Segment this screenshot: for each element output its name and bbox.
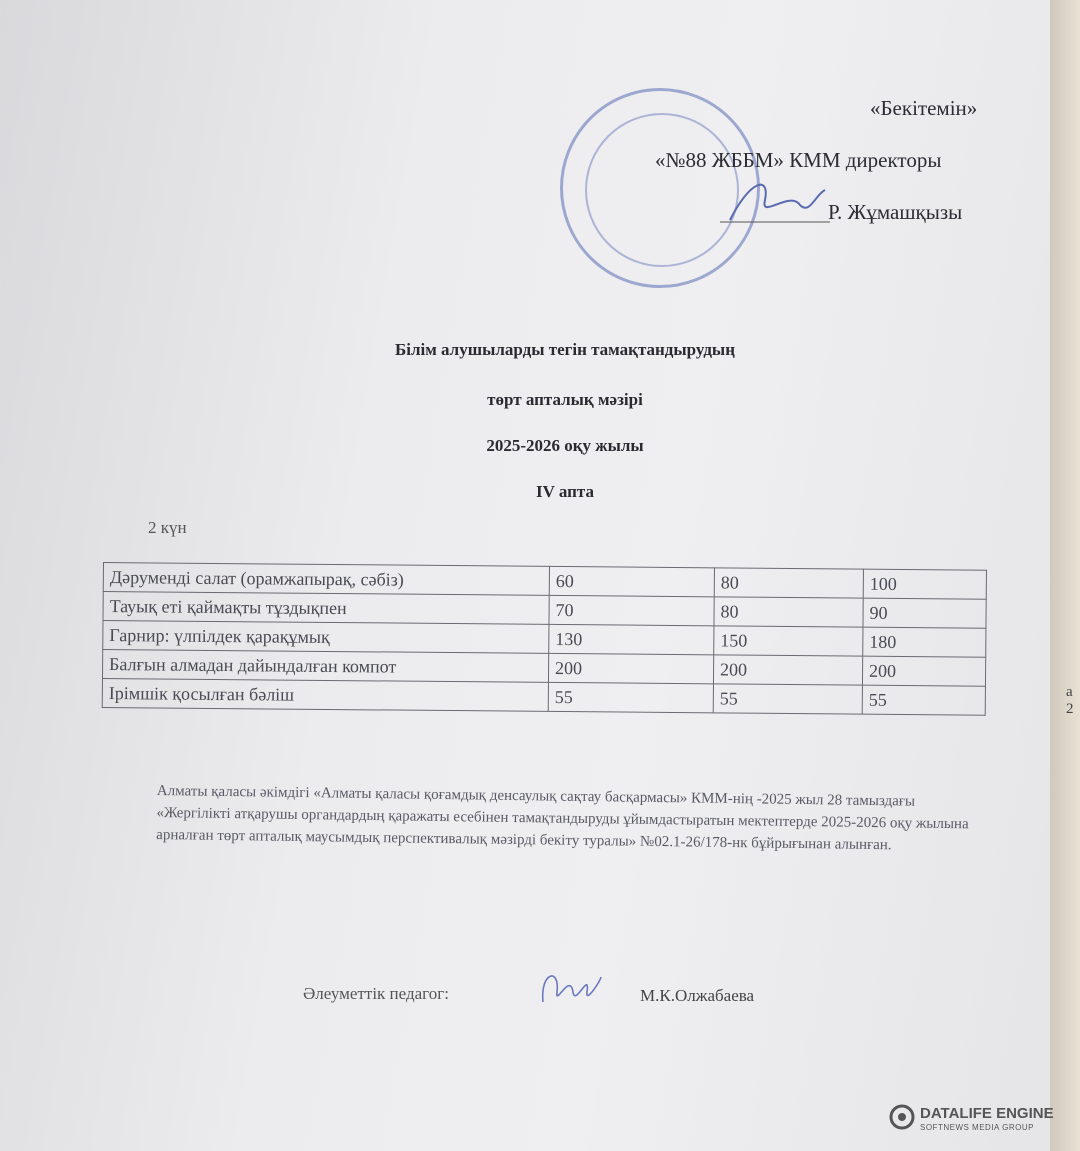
approval-line-2: «№88 ЖББМ» КММ директоры bbox=[655, 148, 942, 172]
portion-cell: 80 bbox=[714, 597, 863, 627]
menu-table bbox=[102, 562, 987, 716]
title-line-4: IV апта bbox=[536, 482, 594, 501]
paper-edge bbox=[1050, 0, 1080, 1151]
watermark bbox=[888, 1103, 1054, 1136]
director-signature bbox=[720, 170, 830, 230]
source-note: Алматы қаласы әкімдігі «Алматы қаласы қоғамдық денсаулық сақтау басқармасы» КММ-нің -2025 жыл 28 тамыздағы «Жергілікті атқарушы органдардың қаражаты есебінен тамақтандыруды ұйымдастыратын мектептерде 2025-2026 оқу жылына арналған төрт апталық маусымдық перспективалық мәзірді бекіту туралы» №02.1-26/178-нк бұйрығынан алынған. bbox=[156, 782, 969, 854]
day-label: 2 күн bbox=[148, 518, 187, 537]
portion-cell: 80 bbox=[714, 568, 863, 598]
portion-cell: 130 bbox=[549, 624, 714, 654]
portion-cell: 100 bbox=[863, 569, 986, 599]
pedagogue-signature bbox=[535, 962, 605, 1012]
dish-name-cell: Гарнир: үлпілдек қарақұмық bbox=[103, 621, 549, 654]
title-line-3: 2025-2026 оқу жылы bbox=[486, 436, 644, 455]
title-line-1: Білім алушыларды тегін тамақтандырудың bbox=[394, 340, 735, 359]
dish-name-cell: Ірімшік қосылған бәліш bbox=[102, 678, 548, 711]
dish-name-cell: Балғын алмадан дайындалған компот bbox=[102, 650, 548, 683]
portion-cell: 150 bbox=[714, 626, 863, 656]
portion-cell: 200 bbox=[548, 653, 713, 683]
portion-cell: 180 bbox=[863, 627, 986, 657]
approval-line-3: Р. Жұмашқызы bbox=[828, 200, 963, 224]
portion-cell: 60 bbox=[549, 566, 714, 596]
portion-cell: 200 bbox=[713, 655, 862, 685]
signature-name: М.К.Олжабаева bbox=[640, 986, 755, 1005]
dish-name-cell: Дәрумендi салат (орамжапырақ, сәбіз) bbox=[103, 563, 549, 596]
watermark-subtitle: SOFTNEWS MEDIA GROUP bbox=[920, 1123, 1035, 1132]
title-line-2: төрт апталық мәзірі bbox=[487, 390, 643, 409]
watermark-title: DATALIFE ENGINE bbox=[920, 1105, 1054, 1122]
datalife-logo-icon bbox=[888, 1103, 916, 1131]
dish-name-cell: Тауық еті қаймақты тұздықпен bbox=[103, 592, 549, 625]
portion-cell: 70 bbox=[549, 595, 714, 625]
portion-cell: 90 bbox=[863, 598, 986, 628]
edge-text: а 2 bbox=[1066, 684, 1074, 717]
signature-role: Әлеуметтік педагог: bbox=[303, 984, 449, 1003]
approval-line-1: «Бекітемін» bbox=[870, 96, 978, 120]
portion-cell: 55 bbox=[548, 682, 713, 712]
portion-cell: 55 bbox=[862, 685, 985, 715]
portion-cell: 200 bbox=[862, 656, 985, 686]
portion-cell: 55 bbox=[713, 684, 862, 714]
